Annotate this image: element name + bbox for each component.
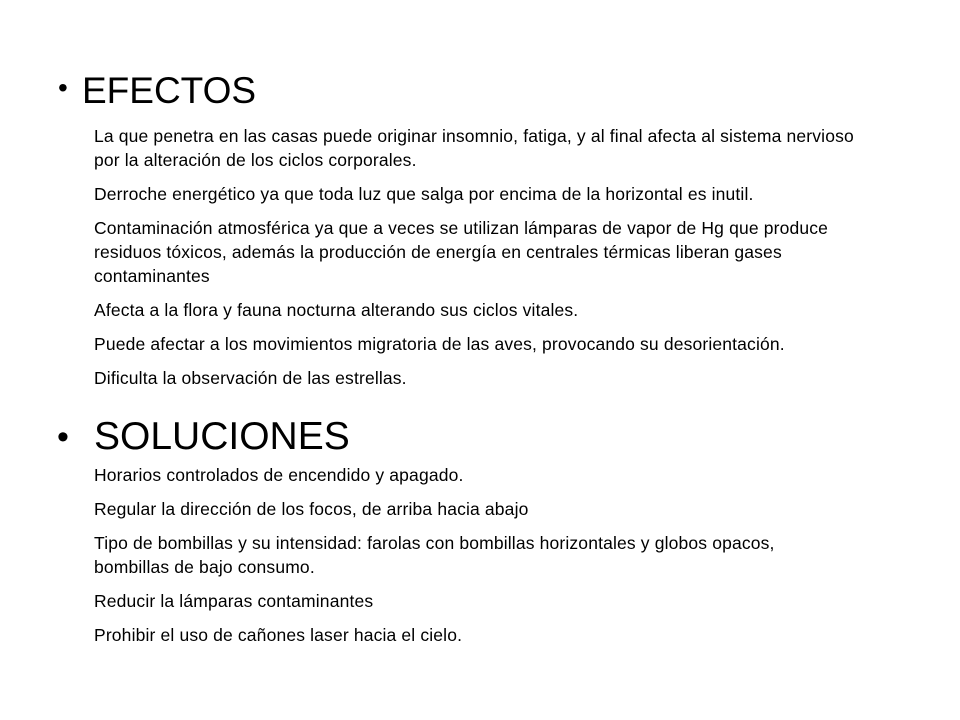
soluciones-list bbox=[94, 463, 854, 657]
soluciones-item: Regular la dirección de los focos, de arriba hacia abajo bbox=[94, 499, 529, 519]
soluciones-item: Tipo de bombillas y su intensidad: farolas con bombillas horizontales y globos opacos, bombillas de bajo consumo. bbox=[94, 533, 775, 577]
soluciones-item: Prohibir el uso de cañones laser hacia el cielo. bbox=[94, 625, 463, 645]
efectos-item: La que penetra en las casas puede originar insomnio, fatiga, y al final afecta al sistema nervioso por la alteración de los ciclos corporales. bbox=[94, 126, 854, 170]
soluciones-title: SOLUCIONES bbox=[94, 415, 350, 458]
efectos-item: Derroche energético ya que toda luz que salga por encima de la horizontal es inutil. bbox=[94, 184, 754, 204]
soluciones-item: Reducir la lámparas contaminantes bbox=[94, 591, 374, 611]
efectos-list bbox=[94, 124, 854, 400]
efectos-item: Afecta a la flora y fauna nocturna alterando sus ciclos vitales. bbox=[94, 300, 579, 320]
efectos-title: EFECTOS bbox=[82, 70, 257, 111]
soluciones-item: Horarios controlados de encendido y apagado. bbox=[94, 465, 464, 485]
efectos-item: Puede afectar a los movimientos migratoria de las aves, provocando su desorientación. bbox=[94, 334, 785, 354]
efectos-item: Contaminación atmosférica ya que a veces se utilizan lámparas de vapor de Hg que produce residuos tóxicos, además la producción de energía en centrales térmicas liberan gases contaminantes bbox=[94, 218, 829, 286]
bullet-icon: • bbox=[58, 72, 68, 103]
bullet-icon: • bbox=[57, 418, 69, 456]
efectos-item: Dificulta la observación de las estrellas. bbox=[94, 368, 407, 388]
